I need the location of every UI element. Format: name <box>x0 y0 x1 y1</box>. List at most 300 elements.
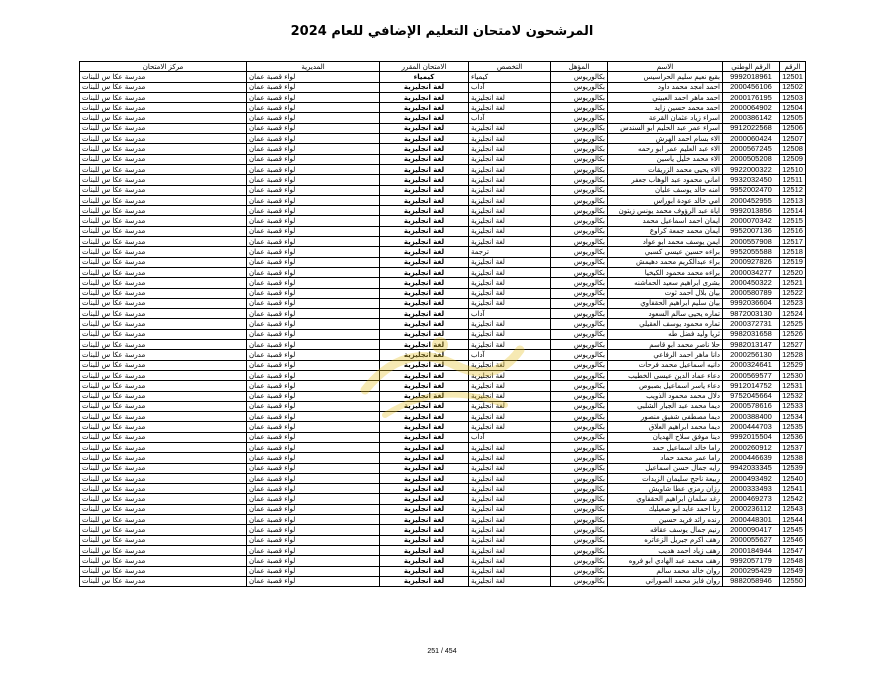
cell-exam-center: مدرسة عكا س للبنات <box>80 484 247 494</box>
cell-specialization: لغة انجليزية <box>469 216 551 226</box>
cell-specialization: لغة انجليزية <box>469 391 551 401</box>
cell-directorate: لواء قصبة عمان <box>247 545 380 555</box>
cell-no: 12548 <box>780 556 806 566</box>
cell-exam-center: مدرسة عكا س للبنات <box>80 144 247 154</box>
cell-qualification: بكالوريوس <box>551 237 608 247</box>
table-row <box>80 422 806 432</box>
cell-no: 12535 <box>780 422 806 432</box>
cell-no: 12537 <box>780 442 806 452</box>
table-row <box>80 195 806 205</box>
cell-qualification: بكالوريوس <box>551 391 608 401</box>
cell-national-id: 9882058946 <box>723 576 780 586</box>
cell-exam-center: مدرسة عكا س للبنات <box>80 216 247 226</box>
cell-qualification: بكالوريوس <box>551 473 608 483</box>
cell-exam-center: مدرسة عكا س للبنات <box>80 504 247 514</box>
cell-directorate: لواء قصبة عمان <box>247 123 380 133</box>
cell-exam: لغة انجليزية <box>380 576 469 586</box>
cell-exam-center: مدرسة عكا س للبنات <box>80 319 247 329</box>
cell-specialization: لغة انجليزية <box>469 226 551 236</box>
cell-exam: لغة انجليزية <box>380 309 469 319</box>
cell-name: براءه محمد محمود الكيخيا <box>608 267 723 277</box>
cell-exam-center: مدرسة عكا س للبنات <box>80 113 247 123</box>
cell-no: 12514 <box>780 206 806 216</box>
cell-directorate: لواء قصبة عمان <box>247 504 380 514</box>
cell-name: الاء بسام احمد الهرش <box>608 134 723 144</box>
cell-specialization: لغة انجليزية <box>469 381 551 391</box>
cell-national-id: 2000236112 <box>723 504 780 514</box>
cell-no: 12541 <box>780 484 806 494</box>
cell-qualification: بكالوريوس <box>551 432 608 442</box>
cell-specialization: آداب <box>469 82 551 92</box>
cell-name: اسراء عمر عبد الحليم ابو السندس <box>608 123 723 133</box>
cell-directorate: لواء قصبة عمان <box>247 72 380 82</box>
cell-directorate: لواء قصبة عمان <box>247 340 380 350</box>
cell-national-id: 9992057179 <box>723 556 780 566</box>
header-qualification: المؤهل <box>551 62 608 72</box>
cell-directorate: لواء قصبة عمان <box>247 442 380 452</box>
table-row <box>80 473 806 483</box>
cell-national-id: 9952002470 <box>723 185 780 195</box>
cell-exam: لغة انجليزية <box>380 237 469 247</box>
cell-directorate: لواء قصبة عمان <box>247 216 380 226</box>
cell-exam-center: مدرسة عكا س للبنات <box>80 72 247 82</box>
table-row <box>80 216 806 226</box>
cell-no: 12546 <box>780 535 806 545</box>
table-row <box>80 309 806 319</box>
cell-no: 12529 <box>780 360 806 370</box>
cell-national-id: 2000569577 <box>723 370 780 380</box>
cell-exam-center: مدرسة عكا س للبنات <box>80 515 247 525</box>
cell-specialization: لغة انجليزية <box>469 484 551 494</box>
cell-no: 12504 <box>780 103 806 113</box>
cell-name: بيان سليم ابراهيم الحقفاوي <box>608 298 723 308</box>
cell-specialization: ترجمة <box>469 247 551 257</box>
cell-national-id: 2000324641 <box>723 360 780 370</box>
cell-exam: لغة انجليزية <box>380 103 469 113</box>
cell-exam-center: مدرسة عكا س للبنات <box>80 360 247 370</box>
table-row <box>80 298 806 308</box>
cell-name: رنيم جمال يوسف عقاقه <box>608 525 723 535</box>
cell-exam: لغة انجليزية <box>380 340 469 350</box>
cell-qualification: بكالوريوس <box>551 494 608 504</box>
cell-exam-center: مدرسة عكا س للبنات <box>80 123 247 133</box>
cell-exam: لغة انجليزية <box>380 391 469 401</box>
cell-exam-center: مدرسة عكا س للبنات <box>80 206 247 216</box>
cell-no: 12532 <box>780 391 806 401</box>
cell-national-id: 2000448301 <box>723 515 780 525</box>
cell-exam: لغة انجليزية <box>380 113 469 123</box>
cell-exam-center: مدرسة عكا س للبنات <box>80 164 247 174</box>
table-row <box>80 391 806 401</box>
cell-directorate: لواء قصبة عمان <box>247 370 380 380</box>
cell-specialization: لغة انجليزية <box>469 298 551 308</box>
cell-directorate: لواء قصبة عمان <box>247 432 380 442</box>
cell-directorate: لواء قصبة عمان <box>247 164 380 174</box>
cell-specialization: لغة انجليزية <box>469 319 551 329</box>
cell-no: 12545 <box>780 525 806 535</box>
cell-qualification: بكالوريوس <box>551 175 608 185</box>
cell-exam: لغة انجليزية <box>380 154 469 164</box>
cell-qualification: بكالوريوس <box>551 422 608 432</box>
table-row <box>80 226 806 236</box>
cell-name: روان خالد محمد سالم <box>608 566 723 576</box>
cell-specialization: لغة انجليزية <box>469 545 551 555</box>
cell-specialization: لغة انجليزية <box>469 257 551 267</box>
cell-name: رنا احمد عايد ابو صعيليك <box>608 504 723 514</box>
cell-name: دانيه اسماعيل محمد فرحات <box>608 360 723 370</box>
cell-name: الاء محمد خليل ياسين <box>608 154 723 164</box>
cell-exam-center: مدرسة عكا س للبنات <box>80 566 247 576</box>
cell-exam: لغة انجليزية <box>380 525 469 535</box>
cell-name: دانا ماهر احمد الرفاعي <box>608 350 723 360</box>
cell-name: بقيع نعيم سليم الحراسيس <box>608 72 723 82</box>
cell-name: امنه خالد يوسف عليان <box>608 185 723 195</box>
cell-no: 12510 <box>780 164 806 174</box>
cell-national-id: 9992036604 <box>723 298 780 308</box>
cell-name: احمد محمد حسين زايد <box>608 103 723 113</box>
cell-name: رنده رائد فريد حسين <box>608 515 723 525</box>
cell-directorate: لواء قصبة عمان <box>247 484 380 494</box>
cell-national-id: 9992015504 <box>723 432 780 442</box>
cell-exam-center: مدرسة عكا س للبنات <box>80 401 247 411</box>
cell-name: رهف زياد احمد هديب <box>608 545 723 555</box>
cell-exam-center: مدرسة عكا س للبنات <box>80 535 247 545</box>
cell-national-id: 2000260912 <box>723 442 780 452</box>
cell-exam: لغة انجليزية <box>380 123 469 133</box>
cell-exam: لغة انجليزية <box>380 401 469 411</box>
cell-name: ايمان محمد جمعة كراوع <box>608 226 723 236</box>
cell-exam: لغة انجليزية <box>380 566 469 576</box>
table-row <box>80 278 806 288</box>
cell-national-id: 9752045664 <box>723 391 780 401</box>
cell-name: رهف محمد عبد الهادي ابو فروه <box>608 556 723 566</box>
cell-name: ايمان احمد اسماعيل محمد <box>608 216 723 226</box>
table-row <box>80 134 806 144</box>
table-row <box>80 432 806 442</box>
cell-qualification: بكالوريوس <box>551 360 608 370</box>
cell-qualification: بكالوريوس <box>551 216 608 226</box>
table-row <box>80 463 806 473</box>
cell-no: 12511 <box>780 175 806 185</box>
cell-national-id: 2000070342 <box>723 216 780 226</box>
cell-exam-center: مدرسة عكا س للبنات <box>80 556 247 566</box>
cell-exam: لغة انجليزية <box>380 360 469 370</box>
cell-exam: لغة انجليزية <box>380 504 469 514</box>
cell-specialization: لغة انجليزية <box>469 144 551 154</box>
cell-name: روان فايز محمد الصوراني <box>608 576 723 586</box>
cell-qualification: بكالوريوس <box>551 92 608 102</box>
cell-exam-center: مدرسة عكا س للبنات <box>80 278 247 288</box>
cell-qualification: بكالوريوس <box>551 185 608 195</box>
cell-directorate: لواء قصبة عمان <box>247 566 380 576</box>
table-row <box>80 494 806 504</box>
cell-specialization: لغة انجليزية <box>469 288 551 298</box>
cell-exam: لغة انجليزية <box>380 216 469 226</box>
cell-exam: لغة انجليزية <box>380 195 469 205</box>
cell-national-id: 2000333493 <box>723 484 780 494</box>
page-title: المرشحون لامتحان التعليم الإضافي للعام 2024 <box>290 24 594 39</box>
cell-national-id: 2000446639 <box>723 453 780 463</box>
cell-specialization: لغة انجليزية <box>469 525 551 535</box>
cell-national-id: 2000372731 <box>723 319 780 329</box>
cell-directorate: لواء قصبة عمان <box>247 319 380 329</box>
table-body <box>80 72 806 587</box>
cell-specialization: لغة انجليزية <box>469 123 551 133</box>
cell-qualification: بكالوريوس <box>551 247 608 257</box>
candidates-table <box>79 61 806 587</box>
cell-no: 12501 <box>780 72 806 82</box>
table-row <box>80 175 806 185</box>
cell-specialization: لغة انجليزية <box>469 175 551 185</box>
cell-exam-center: مدرسة عكا س للبنات <box>80 185 247 195</box>
cell-no: 12508 <box>780 144 806 154</box>
cell-no: 12549 <box>780 566 806 576</box>
cell-specialization: لغة انجليزية <box>469 422 551 432</box>
cell-no: 12502 <box>780 82 806 92</box>
cell-name: امي خالد عودة ابوراس <box>608 195 723 205</box>
cell-national-id: 2000452955 <box>723 195 780 205</box>
cell-specialization: لغة انجليزية <box>469 535 551 545</box>
cell-no: 12530 <box>780 370 806 380</box>
cell-national-id: 2000055627 <box>723 535 780 545</box>
cell-name: اياة عبد الرؤوف محمد يونس زيتون <box>608 206 723 216</box>
header-specialization: التخصص <box>469 62 551 72</box>
cell-directorate: لواء قصبة عمان <box>247 154 380 164</box>
cell-directorate: لواء قصبة عمان <box>247 288 380 298</box>
cell-national-id: 2000505208 <box>723 154 780 164</box>
cell-national-id: 2000557908 <box>723 237 780 247</box>
header-exam-center: مركز الامتحان <box>80 62 247 72</box>
cell-specialization: لغة انجليزية <box>469 103 551 113</box>
cell-exam: لغة انجليزية <box>380 442 469 452</box>
table-row <box>80 113 806 123</box>
cell-no: 12538 <box>780 453 806 463</box>
cell-name: اماني محمود عبد الوهاب جعفر <box>608 175 723 185</box>
cell-qualification: بكالوريوس <box>551 154 608 164</box>
cell-national-id: 2000176195 <box>723 92 780 102</box>
table-row <box>80 350 806 360</box>
cell-exam: لغة انجليزية <box>380 134 469 144</box>
cell-exam-center: مدرسة عكا س للبنات <box>80 195 247 205</box>
cell-national-id: 2000184944 <box>723 545 780 555</box>
cell-specialization: لغة انجليزية <box>469 504 551 514</box>
cell-exam: لغة انجليزية <box>380 319 469 329</box>
table-row <box>80 370 806 380</box>
cell-specialization: لغة انجليزية <box>469 185 551 195</box>
cell-no: 12509 <box>780 154 806 164</box>
table-row <box>80 92 806 102</box>
cell-exam-center: مدرسة عكا س للبنات <box>80 545 247 555</box>
cell-exam: لغة انجليزية <box>380 453 469 463</box>
cell-name: دينا موفق سلاح الهديان <box>608 432 723 442</box>
cell-no: 12516 <box>780 226 806 236</box>
table-row <box>80 401 806 411</box>
cell-exam-center: مدرسة عكا س للبنات <box>80 154 247 164</box>
cell-qualification: بكالوريوس <box>551 298 608 308</box>
cell-exam-center: مدرسة عكا س للبنات <box>80 226 247 236</box>
table-row <box>80 453 806 463</box>
cell-exam-center: مدرسة عكا س للبنات <box>80 267 247 277</box>
table-row <box>80 566 806 576</box>
cell-qualification: بكالوريوس <box>551 195 608 205</box>
cell-exam: لغة انجليزية <box>380 92 469 102</box>
cell-national-id: 2000456106 <box>723 82 780 92</box>
cell-directorate: لواء قصبة عمان <box>247 422 380 432</box>
table-row <box>80 515 806 525</box>
table-row <box>80 504 806 514</box>
cell-directorate: لواء قصبة عمان <box>247 350 380 360</box>
cell-national-id: 9932032450 <box>723 175 780 185</box>
cell-no: 12542 <box>780 494 806 504</box>
cell-name: براء عبدالكريم محمد دهيمش <box>608 257 723 267</box>
cell-exam-center: مدرسة عكا س للبنات <box>80 288 247 298</box>
cell-directorate: لواء قصبة عمان <box>247 463 380 473</box>
table-row <box>80 82 806 92</box>
cell-qualification: بكالوريوس <box>551 288 608 298</box>
cell-specialization: لغة انجليزية <box>469 360 551 370</box>
table-row <box>80 576 806 586</box>
cell-specialization: لغة انجليزية <box>469 278 551 288</box>
cell-national-id: 9952055588 <box>723 247 780 257</box>
cell-national-id: 2000927826 <box>723 257 780 267</box>
cell-exam-center: مدرسة عكا س للبنات <box>80 237 247 247</box>
cell-directorate: لواء قصبة عمان <box>247 103 380 113</box>
table-row <box>80 154 806 164</box>
cell-directorate: لواء قصبة عمان <box>247 360 380 370</box>
cell-exam: لغة انجليزية <box>380 515 469 525</box>
cell-national-id: 2000388400 <box>723 412 780 422</box>
cell-specialization: لغة انجليزية <box>469 154 551 164</box>
cell-directorate: لواء قصبة عمان <box>247 401 380 411</box>
table-row <box>80 247 806 257</box>
cell-specialization: لغة انجليزية <box>469 473 551 483</box>
cell-national-id: 9872003130 <box>723 309 780 319</box>
cell-directorate: لواء قصبة عمان <box>247 298 380 308</box>
cell-name: رغد سلمان ابراهيم الحقفاوي <box>608 494 723 504</box>
cell-specialization: لغة انجليزية <box>469 92 551 102</box>
cell-name: ايمن يوسف محمد ابو عواد <box>608 237 723 247</box>
cell-exam: لغة انجليزية <box>380 535 469 545</box>
table-row <box>80 237 806 247</box>
cell-qualification: بكالوريوس <box>551 257 608 267</box>
cell-qualification: بكالوريوس <box>551 370 608 380</box>
cell-specialization: لغة انجليزية <box>469 556 551 566</box>
table-row <box>80 164 806 174</box>
cell-name: ديما محمد عبد الجبار الشلبي <box>608 401 723 411</box>
cell-exam: لغة انجليزية <box>380 473 469 483</box>
cell-directorate: لواء قصبة عمان <box>247 473 380 483</box>
cell-no: 12515 <box>780 216 806 226</box>
cell-directorate: لواء قصبة عمان <box>247 412 380 422</box>
cell-directorate: لواء قصبة عمان <box>247 576 380 586</box>
cell-exam-center: مدرسة عكا س للبنات <box>80 381 247 391</box>
cell-directorate: لواء قصبة عمان <box>247 247 380 257</box>
table-row <box>80 340 806 350</box>
cell-qualification: بكالوريوس <box>551 144 608 154</box>
cell-exam: لغة انجليزية <box>380 484 469 494</box>
cell-exam-center: مدرسة عكا س للبنات <box>80 298 247 308</box>
cell-qualification: بكالوريوس <box>551 134 608 144</box>
cell-specialization: كيمياء <box>469 72 551 82</box>
cell-specialization: لغة انجليزية <box>469 515 551 525</box>
cell-exam-center: مدرسة عكا س للبنات <box>80 92 247 102</box>
cell-qualification: بكالوريوس <box>551 412 608 422</box>
header-name: الاسم <box>608 62 723 72</box>
cell-no: 12525 <box>780 319 806 329</box>
cell-qualification: بكالوريوس <box>551 206 608 216</box>
cell-qualification: بكالوريوس <box>551 309 608 319</box>
cell-no: 12520 <box>780 267 806 277</box>
cell-national-id: 9992013856 <box>723 206 780 216</box>
cell-exam-center: مدرسة عكا س للبنات <box>80 103 247 113</box>
cell-qualification: بكالوريوس <box>551 164 608 174</box>
cell-directorate: لواء قصبة عمان <box>247 535 380 545</box>
cell-directorate: لواء قصبة عمان <box>247 237 380 247</box>
cell-national-id: 9912022568 <box>723 123 780 133</box>
cell-no: 12524 <box>780 309 806 319</box>
table-row <box>80 103 806 113</box>
cell-exam: لغة انجليزية <box>380 494 469 504</box>
cell-exam-center: مدرسة عكا س للبنات <box>80 463 247 473</box>
cell-exam-center: مدرسة عكا س للبنات <box>80 257 247 267</box>
cell-directorate: لواء قصبة عمان <box>247 175 380 185</box>
cell-national-id: 2000386142 <box>723 113 780 123</box>
cell-exam-center: مدرسة عكا س للبنات <box>80 350 247 360</box>
cell-qualification: بكالوريوس <box>551 381 608 391</box>
cell-specialization: لغة انجليزية <box>469 412 551 422</box>
cell-exam: لغة انجليزية <box>380 185 469 195</box>
cell-exam: لغة انجليزية <box>380 288 469 298</box>
cell-exam-center: مدرسة عكا س للبنات <box>80 576 247 586</box>
cell-specialization: لغة انجليزية <box>469 576 551 586</box>
cell-exam-center: مدرسة عكا س للبنات <box>80 175 247 185</box>
cell-national-id: 2000256130 <box>723 350 780 360</box>
cell-directorate: لواء قصبة عمان <box>247 134 380 144</box>
cell-specialization: لغة انجليزية <box>469 340 551 350</box>
cell-directorate: لواء قصبة عمان <box>247 92 380 102</box>
cell-name: احمد ماهر احمد العبيني <box>608 92 723 102</box>
cell-national-id: 2000295429 <box>723 566 780 576</box>
cell-qualification: بكالوريوس <box>551 504 608 514</box>
cell-no: 12522 <box>780 288 806 298</box>
cell-name: الاء يحيى محمد الزريقات <box>608 164 723 174</box>
cell-name: بشرى ابراهيم سعيد الحماشنه <box>608 278 723 288</box>
cell-qualification: بكالوريوس <box>551 556 608 566</box>
cell-no: 12507 <box>780 134 806 144</box>
cell-national-id: 2000578616 <box>723 401 780 411</box>
cell-qualification: بكالوريوس <box>551 515 608 525</box>
cell-exam: لغة انجليزية <box>380 412 469 422</box>
cell-national-id: 9942033345 <box>723 463 780 473</box>
cell-no: 12539 <box>780 463 806 473</box>
cell-exam: لغة انجليزية <box>380 556 469 566</box>
cell-no: 12513 <box>780 195 806 205</box>
cell-exam-center: مدرسة عكا س للبنات <box>80 525 247 535</box>
cell-specialization: آداب <box>469 309 551 319</box>
cell-specialization: لغة انجليزية <box>469 566 551 576</box>
cell-qualification: بكالوريوس <box>551 319 608 329</box>
table-row <box>80 556 806 566</box>
cell-national-id: 2000034277 <box>723 267 780 277</box>
table-row <box>80 545 806 555</box>
table-header-row <box>80 62 806 72</box>
cell-exam: لغة انجليزية <box>380 144 469 154</box>
cell-qualification: بكالوريوس <box>551 463 608 473</box>
cell-national-id: 9982031658 <box>723 329 780 339</box>
cell-directorate: لواء قصبة عمان <box>247 556 380 566</box>
table-row <box>80 206 806 216</box>
cell-specialization: لغة انجليزية <box>469 442 551 452</box>
